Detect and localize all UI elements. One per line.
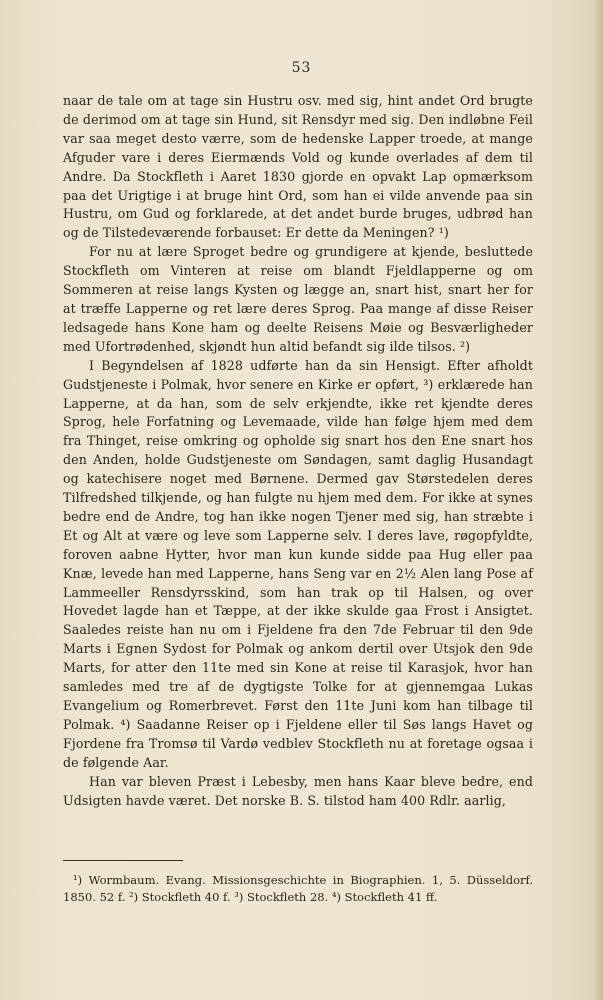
footnote-block: ¹) Wormbaum. Evang. Missionsgeschichte in Biographien. 1, 5. Düsseldorf. 1850. 52 f. ²) Stockfleth 40 f. ³) Stockfleth 28. ⁴) Stockfleth 41 ff. [63,873,533,904]
paragraph-4: Han var bleven Præst i Lebesby, men hans Kaar bleve bedre, end Udsigten havde været. Det norske B. S. tilstod ham 400 Rdlr. aarlig, [63,773,533,808]
footnotes [63,872,533,906]
page-edge [595,0,603,1000]
page-number: 53 [291,60,312,76]
paragraph-2: For nu at lære Sproget bedre og grundigere at kjende, besluttede Stockfleth om Vinteren at reise om blandt Fjeldlapperne og om Sommeren at reise langs Kysten og lægge an, snart hist, snart her for at træffe Lapperne og ret lære deres Sprog. Paa mange af disse Reiser ledsagede hans Kone ham og deelte Reisens Møie og Besværligheder med Ufortrødenhed, skjøndt hun altid befandt sig ilde tilsos. ²) [63,244,533,354]
footnote-divider [63,860,183,861]
paragraph-3: I Begyndelsen af 1828 udførte han da sin Hensigt. Efter afholdt Gudstjeneste i Polmak, hvor senere en Kirke er opført, ³) erklærede han Lapperne, at da han, som de selv erkjendte, ikke ret kjendte deres Sprog, hele Forfatning og Levemaade, vilde han følge hjem med dem fra Thinget, reise omkring og opholde sig snart hos den Ene snart hos den Anden, holde Gudstjeneste om Søndagen, samt daglig Husandagt og katechisere noget med Børnene. Dermed gav Størstedelen deres Tilfredshed tilkjende, og han fulgte nu hjem med dem. For ikke at synes bedre end de Andre, tog han ikke nogen Tjener med sig, han stræbte i Et og Alt at være og leve som Lapperne selv. I deres lave, røgopfyldte, foroven aabne Hytter, hvor man kun kunde sidde paa Hug eller paa Knæ, levede han med Lapperne, hans Seng var en 2½ Alen lang Pose af Lammeeller Rensdyrsskind, som han trak op til Halsen, og over Hovedet lagde han et Tæppe, at der ikke skulde gaa Frost i Ansigtet. Saaledes reiste han nu om i Fjeldene fra den 7de Februar til den 9de Marts i Egnen Sydost for Polmak og ankom dertil over Utsjok den 9de Marts, for atter den 11te med sin Kone at reise til Karasjok, hvor han samledes med tre af de dygtigste Tolke for at gjennemgaa Lukas Evangelium og Romerbrevet. Først den 11te Juni kom han tilbage til Polmak. ⁴) Saadanne Reiser op i Fjeldene eller til Søs langs Havet og Fjordene fra Tromsø til Vardø vedblev Stockfleth nu at foretage ogsaa i de følgende Aar. [63,357,533,770]
body-text [63,92,533,810]
paragraph-1: naar de tale om at tage sin Hustru osv. med sig, hint andet Ord brugte de derimod om at tage sin Hund, sit Rensdyr med sig. Den indløbne Feil var saa meget desto værre, som de hedenske Lapper troede, at mange Afguder vare i deres Eiermænds Vold og kunde overlades af dem til Andre. Da Stockfleth i Aaret 1830 gjorde en opvakt Lap opmærksom paa det Urigtige i at bruge hint Ord, som han ei vilde anvende paa sin Hustru, om Gud og forklarede, at det andet burde bruges, udbrød han og de Tilstedeværende forbauset: Er dette da Meningen? ¹) [63,93,533,241]
